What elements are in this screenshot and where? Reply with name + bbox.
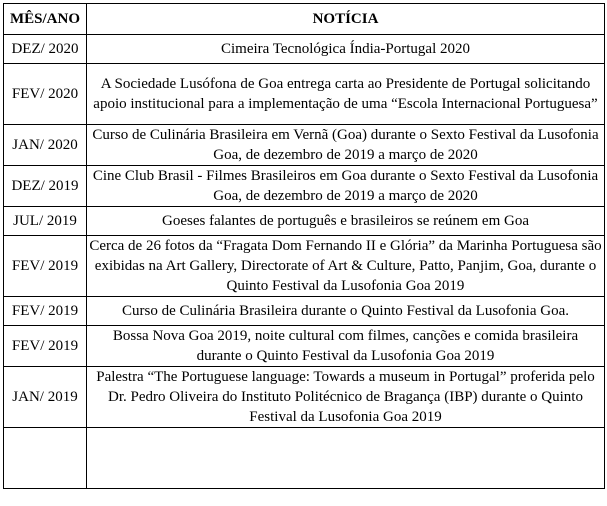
table-row bbox=[4, 125, 605, 166]
row-date: JAN/ 2020 bbox=[4, 125, 87, 166]
row-news: A Sociedade Lusófona de Goa entrega carta ao Presidente de Portugal solicitando apoio institucional para a implementação de uma “Escola Internacional Portuguesa” bbox=[87, 64, 605, 125]
table-row bbox=[4, 35, 605, 64]
row-date: FEV/ 2019 bbox=[4, 326, 87, 367]
row-news: Curso de Culinária Brasileira durante o Quinto Festival da Lusofonia Goa. bbox=[87, 297, 605, 326]
table-row bbox=[4, 166, 605, 207]
row-news: Cine Club Brasil - Filmes Brasileiros em Goa durante o Sexto Festival da Lusofonia Goa, de dezembro de 2019 a março de 2020 bbox=[87, 166, 605, 207]
header-row bbox=[4, 4, 605, 35]
row-date: FEV/ 2020 bbox=[4, 64, 87, 125]
news-table bbox=[3, 3, 605, 489]
header-news: NOTÍCIA bbox=[87, 4, 605, 35]
row-date: JAN/ 2019 bbox=[4, 367, 87, 428]
table-row bbox=[4, 207, 605, 236]
row-date: DEZ/ 2020 bbox=[4, 35, 87, 64]
row-date: JUL/ 2019 bbox=[4, 207, 87, 236]
table-row bbox=[4, 236, 605, 297]
row-news: Curso de Culinária Brasileira em Vernã (Goa) durante o Sexto Festival da Lusofonia Goa, de dezembro de 2019 a março de 2020 bbox=[87, 125, 605, 166]
table-row bbox=[4, 64, 605, 125]
row-news: Goeses falantes de português e brasileiros se reúnem em Goa bbox=[87, 207, 605, 236]
table-row bbox=[4, 326, 605, 367]
row-date: FEV/ 2019 bbox=[4, 236, 87, 297]
header-date: MÊS/ANO bbox=[4, 4, 87, 35]
row-date: DEZ/ 2019 bbox=[4, 166, 87, 207]
table-row bbox=[4, 297, 605, 326]
table-row-partial bbox=[4, 428, 605, 489]
row-news-empty bbox=[87, 428, 605, 489]
row-news: Palestra “The Portuguese language: Towards a museum in Portugal” proferida pelo Dr. Pedro Oliveira do Instituto Politécnico de Bragança (IBP) durante o Quinto Festival da Lusofonia Goa 2019 bbox=[87, 367, 605, 428]
table-row bbox=[4, 367, 605, 428]
row-news: Bossa Nova Goa 2019, noite cultural com filmes, canções e comida brasileira durante o Quinto Festival da Lusofonia Goa 2019 bbox=[87, 326, 605, 367]
row-news: Cimeira Tecnológica Índia-Portugal 2020 bbox=[87, 35, 605, 64]
row-news: Cerca de 26 fotos da “Fragata Dom Fernando II e Glória” da Marinha Portuguesa são exibidas na Art Gallery, Directorate of Art & Culture, Patto, Panjim, Goa, durante o Quinto Festival da Lusofonia Goa 2019 bbox=[87, 236, 605, 297]
row-date-empty bbox=[4, 428, 87, 489]
row-date: FEV/ 2019 bbox=[4, 297, 87, 326]
